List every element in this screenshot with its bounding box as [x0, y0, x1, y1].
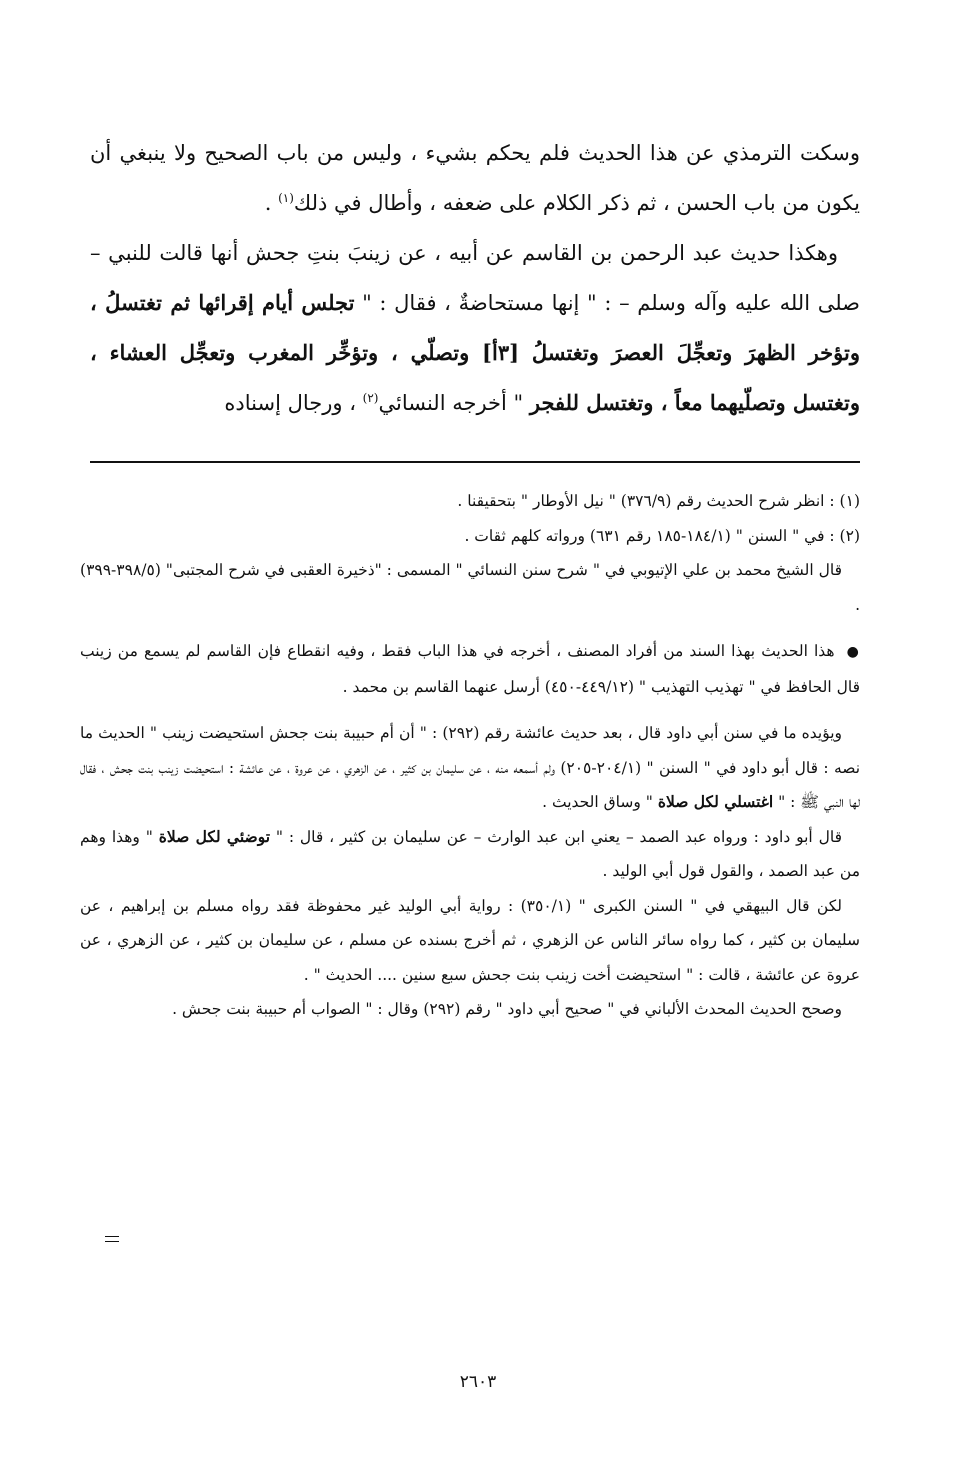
editor-note-bayhaqi: لكن قال البيهقي في " السنن الكبرى " (٣٥٠/١) : رواية أبي الوليد غير محفوظة فقد رواه مسلم بن إبراهيم ، عن سليمان بن كثير ، كما رواه سائر الناس عن الزهري ، ثم أخرج بسنده عن مسلم ، عن سليمان بن كثير ، عن الزهري ، عن عروة عن عائشة ، قالت : " استحيضت أخت زينب بنت جحش سبع سنين .... الحديث " . — [80, 896, 860, 984]
paragraph-1-text: وسكت الترمذي عن هذا الحديث فلم يحكم بشيء ، وليس من باب الصحيح ولا ينبغي أن يكون من باب الحسن ، ثم ذكر الكلام على ضعفه ، وأطال في ذلك — [90, 141, 860, 215]
footnote-ref-1: (١) — [278, 191, 294, 205]
footnote-ref-2: (٢) — [362, 391, 379, 405]
paragraph-1 — [90, 128, 860, 228]
footnotes — [80, 484, 860, 1027]
note-5-start: قال أبو داود : ورواه عبد الصمد – يعني ابن عبد الوارث – عن سليمان بن كثير ، قال : " — [270, 827, 842, 846]
hadith-quote-bold: تجلس أيام إقرائها ثم تغتسلُ ، وتؤخر الظهرَ وتعجِّلَ العصرَ وتغتسلُ [٣أ] وتصلّي ، وتؤخِّر المغرب وتعجِّل العشاء ، وتغتسل وتصلّيهما معاً ، وتغتسل للفجر — [90, 290, 860, 415]
note-5-end: " وهذا وهم من عبد الصمد ، والقول قول أبي الوليد . — [80, 827, 860, 880]
editor-note-albani: وصحح الحديث المحدث الألباني في " صحيح أبي داود " رقم (٢٩٢) وقال : " الصواب أم حبيبة بنت جحش . — [172, 1000, 842, 1018]
note-4-end: " وساق الحديث . — [542, 793, 658, 811]
note-4-start: ويؤيده ما في سنن أبي داود قال ، بعد حديث عائشة رقم (٢٩٢) : " أن أم حبيبة بنت جحش استحيضت زينب " الحديث ما نصه : قال أبو داود في " السنن " (٢٠٤/١-٢٠٥) ولم أسمعه منه ، عن سليمان بن كثير ، عن الزهري ، عن عروة ، عن عائشة : استحيضت زينب بنت جحش ، فقال لها النبي ﷺ : " — [80, 724, 861, 811]
footnote-2: (٢) : في " السنن " (١٨٤/١-١٨٥ رقم ٦٣١) ورواته كلهم ثقات . — [464, 526, 860, 545]
paragraph-1-end: . — [264, 191, 279, 215]
equals-mark — [105, 1236, 119, 1242]
paragraph-2 — [90, 228, 860, 428]
paragraph-2-end: ، ورجال إسناده — [224, 391, 363, 415]
note-4-bold: اغتسلي لكل صلاة — [657, 792, 774, 811]
note-5-bold: توضئي لكل صلاة — [158, 826, 271, 846]
footnote-1: (١) : انظر شرح الحديث رقم (٣٧٦/٩) " نيل الأوطار " بتحقيقنا . — [457, 492, 860, 510]
paragraph-2-start: وهكذا حديث عبد الرحمن بن القاسم عن أبيه ، عن زينبَ بنتِ جحش أنها قالت للنبي – صلى الله عليه وآله وسلم – : " إنها مستحاضةٌ ، فقال : " — [90, 241, 860, 315]
editor-note-abu-dawud — [80, 716, 860, 820]
editor-note-abdussamad — [80, 820, 860, 889]
footnote-2-continued: قال الشيخ محمد بن علي الإتيوبي في " شرح سنن النسائي " المسمى : "ذخيرة العقبى في شرح المجتبى" (٣٩٨/٥-٣٩٩) . — [80, 561, 860, 614]
editor-note-bullet: ● هذا الحديث بهذا السند من أفراد المصنف ، أخرجه في هذا الباب فقط ، وفيه انقطاع فإن القاسم لم يسمع من زينب قال الحافظ في " تهذيب التهذيب " (٤٤٩/١٢-٤٥٠) أرسل عنهما القاسم بن محمد . — [80, 634, 860, 704]
page-number: ٢٦٠٣ — [459, 1372, 497, 1392]
footnote-separator — [90, 461, 860, 463]
paragraph-2-mid: " أخرجه النسائي — [378, 391, 530, 415]
main-text — [90, 128, 860, 428]
